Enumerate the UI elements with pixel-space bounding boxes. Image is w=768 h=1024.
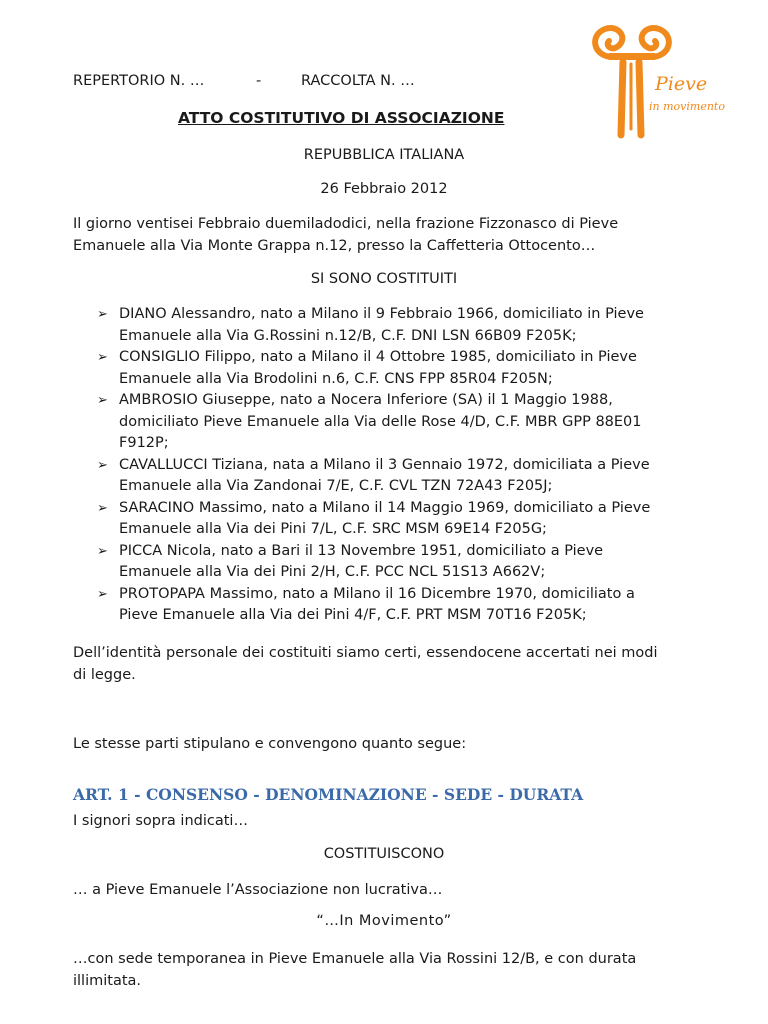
member-line: AMBROSIO Giuseppe, nato a Nocera Inferiore (SA) il 1 Maggio 1988,	[119, 392, 613, 408]
list-item	[97, 304, 717, 347]
logo-name-movimento: in movimento	[649, 100, 725, 113]
association-name: “…In Movimento”	[316, 913, 452, 929]
member-line: Emanuele alla Via Brodolini n.6, C.F. CNS FPP 85R04 F205N;	[119, 370, 553, 387]
member-line: CONSIGLIO Filippo, nato a Milano il 4 Ottobre 1985, domiciliato in Pieve	[119, 349, 637, 365]
raccolta-label: RACCOLTA N. …	[301, 73, 415, 89]
arrow-bullet-icon: ➢	[97, 350, 108, 365]
seat-line-2: illimitata.	[73, 973, 142, 989]
list-item	[97, 584, 717, 627]
republic-heading: REPUBBLICA ITALIANA	[303, 147, 465, 163]
seat-line-1: …con sede temporanea in Pieve Emanuele alla Via Rossini 12/B, e con durata	[73, 951, 637, 967]
identity-line-1: Dell’identità personale dei costituiti siamo certi, essendocene accertati nei modi	[73, 645, 658, 661]
arrow-bullet-icon: ➢	[97, 586, 108, 602]
member-line: domiciliato Pieve Emanuele alla Via delle Rose 4/D, C.F. MBR GPP 88E01	[119, 413, 642, 430]
pieve-logo	[583, 17, 746, 142]
member-line: Emanuele alla Via dei Pini 2/H, C.F. PCC NCL 51S13 A662V;	[119, 564, 546, 580]
costituiscono-heading: COSTITUISCONO	[323, 846, 445, 862]
repertorio-label: REPERTORIO N. …	[73, 73, 205, 89]
signori-line: I signori sopra indicati…	[73, 813, 248, 829]
member-line: Pieve Emanuele alla Via dei Pini 4/F, C.F. PRT MSM 70T16 F205K;	[119, 607, 587, 623]
arrow-bullet-icon: ➢	[97, 543, 108, 559]
member-line: CAVALLUCCI Tiziana, nata a Milano il 3 Gennaio 1972, domiciliata a Pieve	[119, 456, 650, 473]
member-line: Emanuele alla Via G.Rossini n.12/B, C.F. DNI LSN 66B09 F205K;	[119, 327, 577, 344]
document-title: ATTO COSTITUTIVO DI ASSOCIAZIONE	[178, 109, 505, 127]
document-date: 26 Febbraio 2012	[320, 181, 448, 197]
list-item	[97, 347, 717, 390]
member-line: PICCA Nicola, nato a Bari il 13 Novembre 1951, domiciliato a Pieve	[119, 542, 604, 559]
list-item	[97, 455, 717, 498]
member-line: F912P;	[119, 435, 169, 451]
member-line: DIANO Alessandro, nato a Milano il 9 Febbraio 1966, domiciliato in Pieve	[119, 306, 644, 322]
arrow-bullet-icon: ➢	[97, 500, 108, 516]
header-dash: -	[256, 73, 262, 89]
identity-line-2: di legge.	[73, 667, 136, 683]
arrow-bullet-icon: ➢	[97, 457, 108, 473]
list-item	[97, 541, 717, 584]
association-line: … a Pieve Emanuele l’Associazione non lucrativa…	[73, 882, 443, 898]
constituted-heading: SI SONO COSTITUITI	[310, 271, 458, 287]
member-line: Emanuele alla Via Zandonai 7/E, C.F. CVL TZN 72A43 F205J;	[119, 478, 553, 494]
arrow-bullet-icon: ➢	[97, 393, 108, 408]
arrow-bullet-icon: ➢	[97, 307, 108, 322]
stipulate-line: Le stesse parti stipulano e convengono quanto segue:	[73, 736, 467, 752]
member-line: PROTOPAPA Massimo, nato a Milano il 16 Dicembre 1970, domiciliato a	[119, 585, 635, 602]
logo-name-pieve: Pieve	[655, 73, 708, 95]
members-list	[97, 304, 717, 627]
list-item	[97, 390, 717, 455]
intro-line-1: Il giorno ventisei Febbraio duemiladodici, nella frazione Fizzonasco di Pieve	[73, 216, 619, 232]
intro-line-2: Emanuele alla Via Monte Grappa n.12, presso la Caffetteria Ottocento…	[73, 238, 596, 254]
member-line: Emanuele alla Via dei Pini 7/L, C.F. SRC MSM 69E14 F205G;	[119, 521, 547, 537]
list-item	[97, 498, 717, 541]
article-1-heading: ART. 1 - CONSENSO - DENOMINAZIONE - SEDE - DURATA	[73, 785, 584, 804]
member-line: SARACINO Massimo, nato a Milano il 14 Maggio 1969, domiciliato a Pieve	[119, 499, 651, 516]
